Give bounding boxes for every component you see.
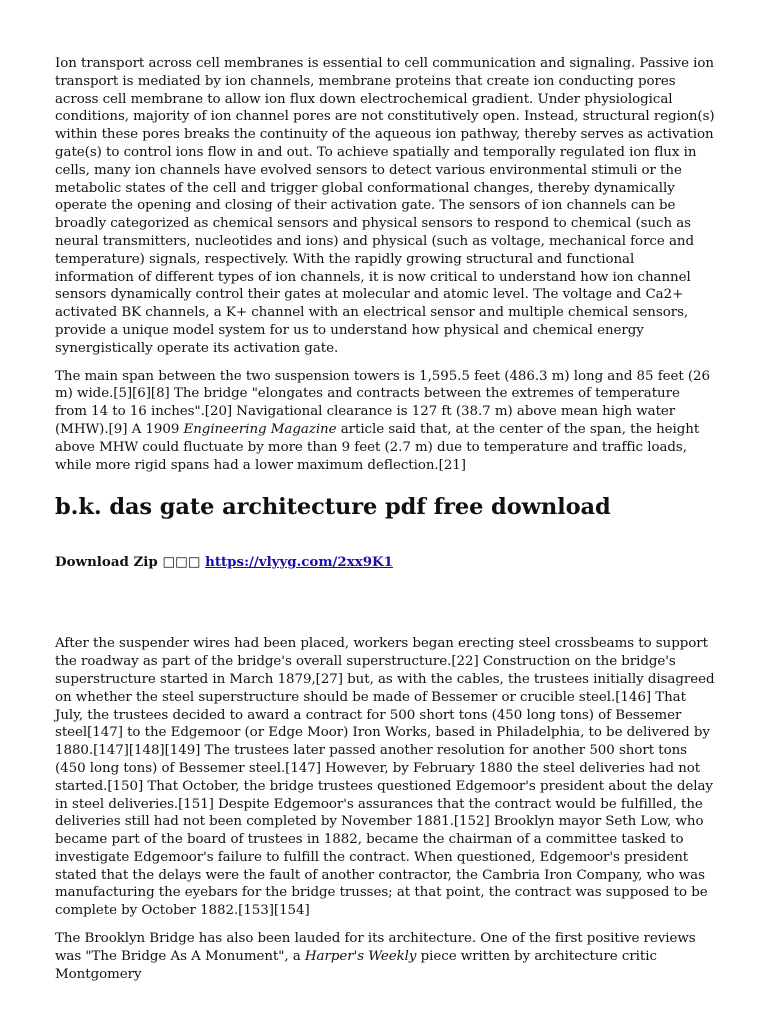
- paragraph-crossbeams: After the suspender wires had been placed, workers began erecting steel crossbeams to support the roadway as part of the bridge's overall superstructure.[22] Construction on the bridge's superstructure started in March 1879,[27] but, as with the cables, the trustees initially disagreed on whether the steel superstructure should be made of Bessemer or crucible steel.[146] That July, the trustees decided to award a contract for 500 short tons (450 long tons) of Bessemer steel[147] to the Edgemoor (or Edge Moor) Iron Works, based in Philadelphia, to be delivered by 1880.[147][148][149] The trustees later passed another resolution for another 500 short tons (450 long tons) of Bessemer steel.[147] However, by February 1880 the steel deliveries had not started.[150] That October, the bridge trustees questioned Edgemoor's president about the delay in steel deliveries.[151] Despite Edgemoor's assurances that the contract would be fulfilled, the deliveries still had not been completed by November 1881.[152] Brooklyn mayor Seth Low, who became part of the board of trustees in 1882, became the chairman of a committee tasked to investigate Edgemoor's failure to fulfill the contract. When questioned, Edgemoor's president stated that the delays were the fault of another contractor, the Cambria Iron Company, who was manufacturing the eyebars for the bridge trusses; at that point, the contract was supposed to be complete by October 1882.[153][154]: [55, 636, 715, 919]
- download-zip-label: Download Zip: [55, 554, 158, 571]
- download-line: [55, 553, 715, 571]
- download-glyphs: □□□: [162, 554, 201, 571]
- page-heading: b.k. das gate architecture pdf free download: [55, 494, 611, 521]
- download-link[interactable]: https://vlyyg.com/2xx9K1: [205, 554, 393, 571]
- document-page: [55, 55, 715, 983]
- paragraph-architecture-text-b: piece written by architecture critic Montgomery: [55, 948, 657, 982]
- paragraph-architecture-text-a: The Brooklyn Bridge has also been lauded for its architecture. One of the first positive reviews was "The Bridge As A Monument", a: [55, 931, 696, 964]
- paragraph-ion-transport: Ion transport across cell membranes is essential to cell communication and signaling. Passive ion transport is mediated by ion channels, membrane proteins that create ion conducting pores across cell membrane to allow ion flux down electrochemical gradient. Under physiological conditions, majority of ion channel pores are not constitutively open. Instead, structural region(s) within these pores breaks the continuity of the aqueous ion pathway, thereby serves as activation gate(s) to control ions flow in and out. To achieve spatially and temporally regulated ion flux in cells, many ion channels have evolved sensors to detect various environmental stimuli or the metabolic states of the cell and trigger global conformational changes, thereby dynamically operate the opening and closing of their activation gate. The sensors of ion channels can be broadly categorized as chemical sensors and physical sensors to respond to chemical (such as neural transmitters, nucleotides and ions) and physical (such as voltage, mechanical force and temperature) signals, respectively. With the rapidly growing structural and functional information of different types of ion channels, it is now critical to understand how ion channel sensors dynamically control their gates at molecular and atomic level. The voltage and Ca2+ activated BK channels, a K+ channel with an electrical sensor and multiple chemical sensors, provide a unique model system for us to understand how physical and chemical energy synergistically operate its activation gate.: [55, 56, 715, 356]
- engineering-magazine-title: Engineering Magazine: [183, 421, 337, 437]
- paragraph-architecture: [55, 930, 715, 983]
- harpers-weekly-title: Harper's Weekly: [304, 948, 417, 964]
- paragraph-main-span-text-b: article said that, at the center of the span, the height above MHW could fluctuate by more than 9 feet (2.7 m) due to temperature and traffic loads, while more rigid spans had a lower maximum deflection.[21]: [55, 421, 700, 473]
- paragraph-main-span: [55, 368, 715, 475]
- paragraph-main-span-text-a: The main span between the two suspension towers is 1,595.5 feet (486.3 m) long and 85 feet (26 m) wide.[5][6][8] The bridge "elongates and contracts between the extremes of temperature from 14 to 16 inches".[20] Navigational clearance is 127 ft (38.7 m) above mean high water (MHW).[9] A 1909: [55, 368, 710, 437]
